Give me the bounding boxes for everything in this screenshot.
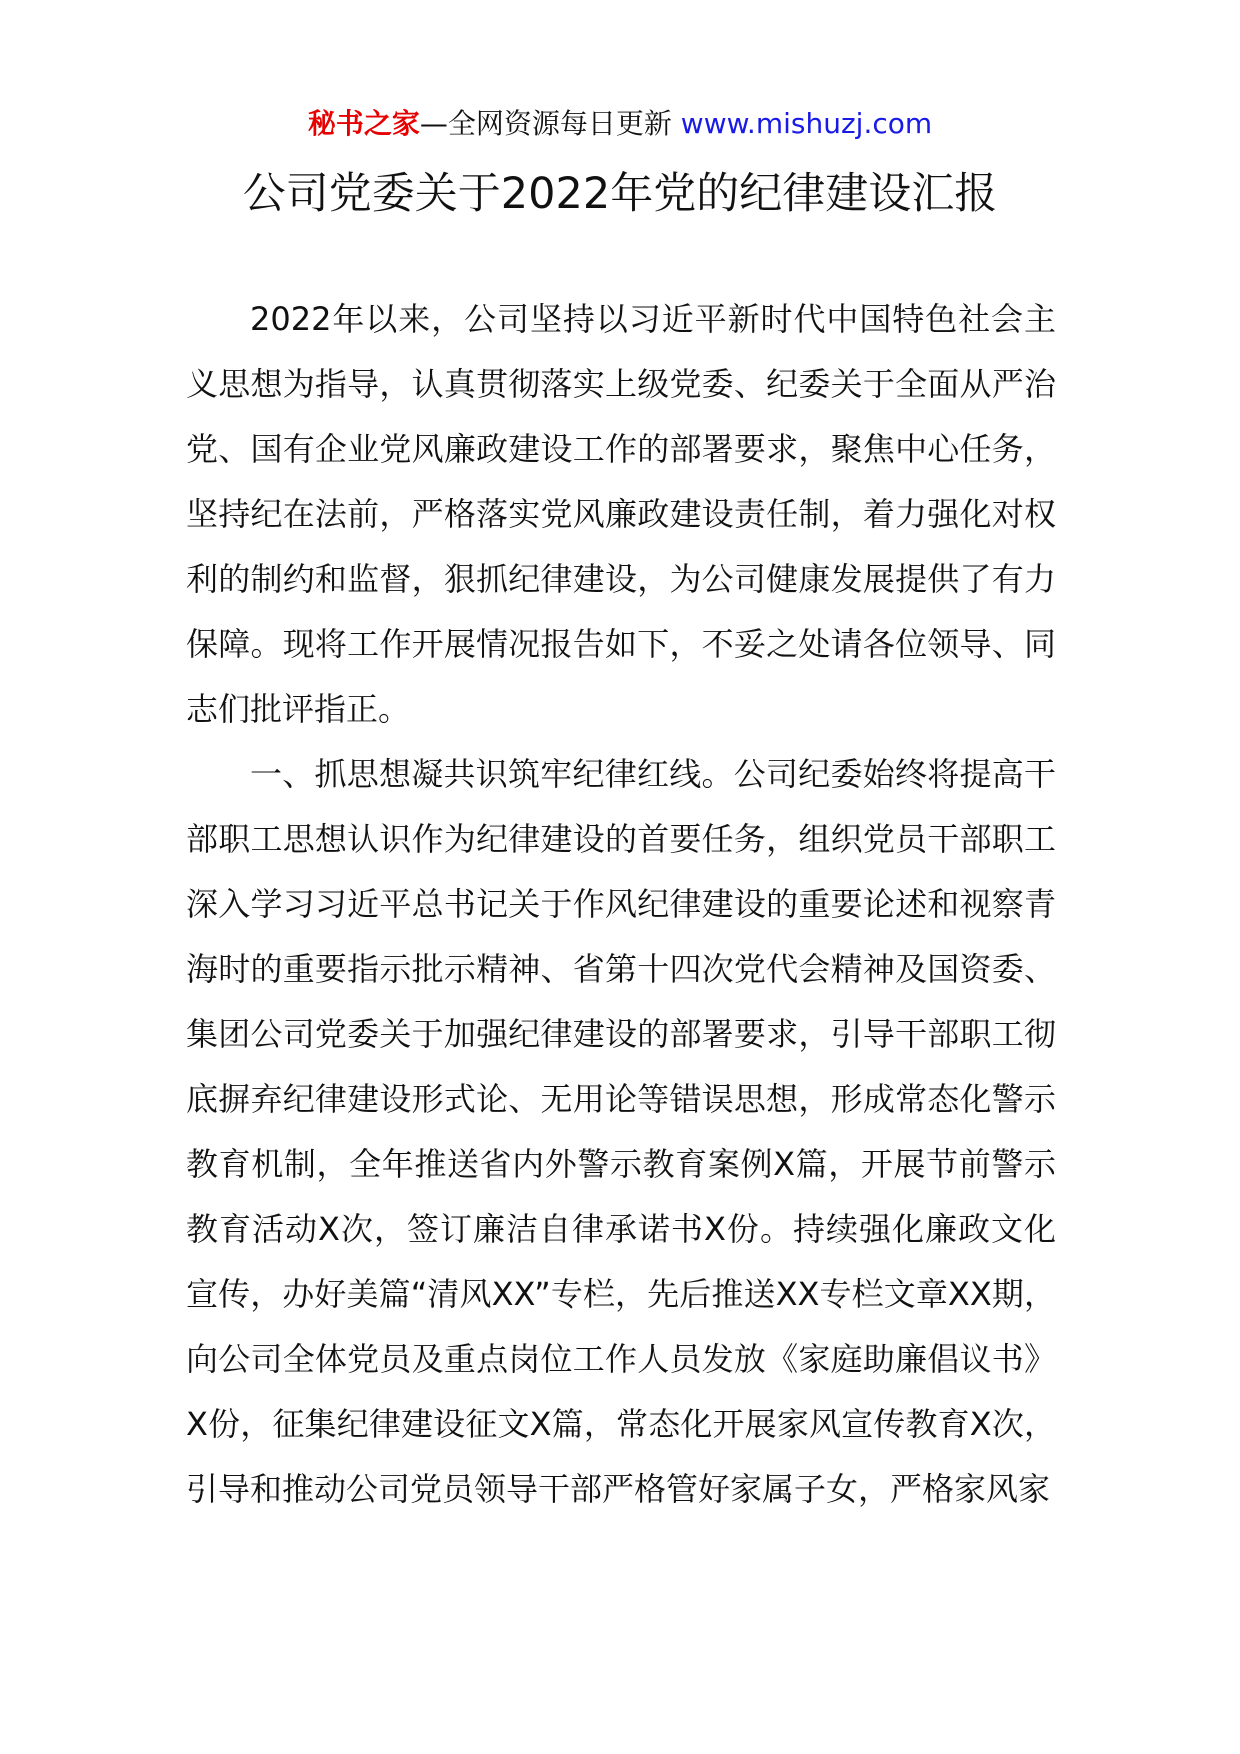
document-title: 公司党委关于2022年党的纪律建设汇报 (242, 169, 998, 219)
paragraph-section-one: 一、抓思想凝共识筑牢纪律红线。公司纪委始终将提高干部职工思想认识作为纪律建设的首要任务，组织党员干部职工深入学习习近平总书记关于作风纪律建设的重要论述和视察青海时的重要指示批示精神、省第十四次党代会精神及国资委、集团公司党委关于加强纪律建设的部署要求，引导干部职工彻底摒弃纪律建设形式论、无用论等错误思想，形成常态化警示教育机制，全年推送省内外警示教育案例X篇，开展节前警示教育活动X次，签订廉洁自律承诺书X份。持续强化廉政文化宣传，办好美篇“清风XX”专栏，先后推送XX专栏文章XX期，向公司全体党员及重点岗位工作人员发放《家庭助廉倡议书》X份，征集纪律建设征文X篇，常态化开展家风宣传教育X次，引导和推动公司党员领导干部严格管好家属子女，严格家风家 (186, 755, 1056, 1508)
site-header (0, 104, 1240, 144)
document-body (186, 287, 1056, 1522)
brand-name: 秘书之家 (307, 107, 420, 140)
header-slogan: —全网资源每日更新 (419, 107, 672, 140)
paragraph-intro: 2022年以来，公司坚持以习近平新时代中国特色社会主义思想为指导，认真贯彻落实上级党委、纪委关于全面从严治党、国有企业党风廉政建设工作的部署要求，聚焦中心任务，坚持纪在法前，严格落实党风廉政建设责任制，着力强化对权利的制约和监督，狠抓纪律建设，为公司健康发展提供了有力保障。现将工作开展情况报告如下，不妥之处请各位领导、同志们批评指正。 (186, 300, 1056, 728)
site-url-link[interactable]: www.mishuzj.com (680, 107, 933, 140)
